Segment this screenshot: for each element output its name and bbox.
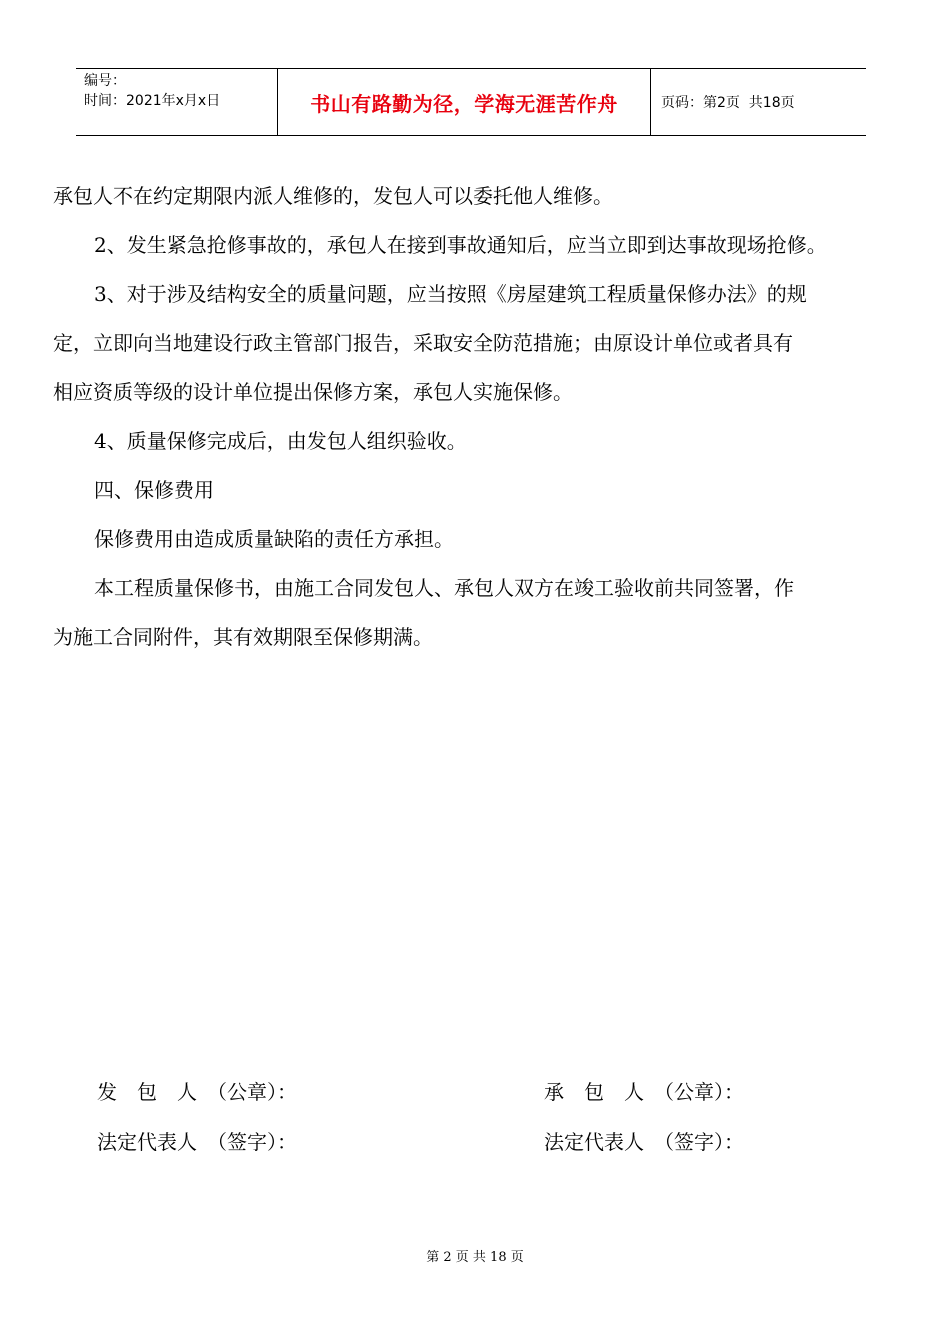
employer-rep-signature-label: 法定代表人 （签字）：: [97, 1130, 297, 1154]
paragraph-line: 为施工合同附件，其有效期限至保修期满。: [53, 625, 433, 649]
paragraph-line: 承包人不在约定期限内派人维修的，发包人可以委托他人维修。: [53, 184, 613, 208]
paragraph-line: 定，立即向当地建设行政主管部门报告，采取安全防范措施；由原设计单位或者具有: [53, 331, 793, 355]
header-meta: [76, 69, 278, 135]
header-page-info: 页码：第2页 共18页: [661, 95, 795, 111]
paragraph-line: 4、质量保修完成后，由发包人组织验收。: [94, 429, 467, 453]
page-header: [76, 68, 866, 136]
contractor-rep-signature-label: 法定代表人 （签字）：: [544, 1130, 744, 1154]
contractor-seal-label: 承 包 人 （公章）：: [544, 1080, 744, 1104]
page-footer: 第 2 页 共 18 页: [426, 1250, 524, 1265]
paragraph-line: 相应资质等级的设计单位提出保修方案，承包人实施保修。: [53, 380, 573, 404]
document-number-label: 编号：: [84, 73, 126, 89]
paragraph-line: 保修费用由造成质量缺陷的责任方承担。: [94, 527, 454, 551]
paragraph-line: 3、对于涉及结构安全的质量问题，应当按照《房屋建筑工程质量保修办法》的规: [94, 282, 807, 306]
paragraph-line: 本工程质量保修书，由施工合同发包人、承包人双方在竣工验收前共同签署，作: [94, 576, 794, 600]
section-heading: 四、保修费用: [94, 478, 214, 502]
employer-seal-label: 发 包 人 （公章）：: [97, 1080, 297, 1104]
header-motto: 书山有路勤为径，学海无涯苦作舟: [278, 69, 651, 135]
document-body: [53, 172, 893, 662]
paragraph-line: 2、发生紧急抢修事故的，承包人在接到事故通知后，应当立即到达事故现场抢修。: [94, 233, 827, 257]
document-time-label: 时间：2021年x月x日: [84, 93, 221, 109]
